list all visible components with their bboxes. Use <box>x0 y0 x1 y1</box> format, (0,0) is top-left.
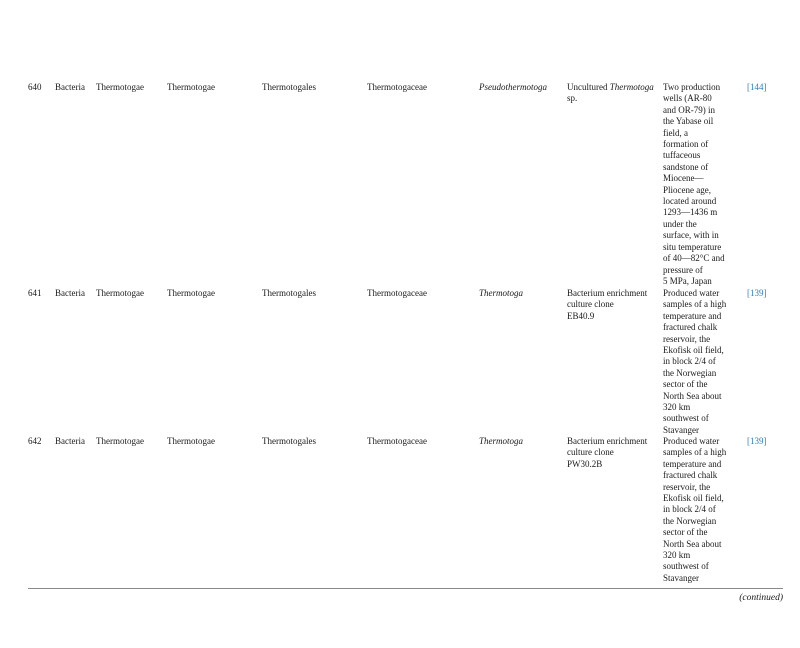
text-line: reservoir, the <box>663 333 711 344</box>
environment-cell <box>663 82 743 287</box>
family-cell: Thermotogaceae <box>367 436 427 446</box>
text-line: fractured chalk <box>663 470 718 481</box>
environment-cell <box>663 436 743 584</box>
text-line: samples of a high <box>663 447 727 458</box>
order-cell: Thermotogales <box>262 82 316 92</box>
genus-cell: Thermotoga <box>479 436 524 446</box>
species-genus-italic: Thermotoga <box>609 82 654 92</box>
text-line: temperature and <box>663 458 722 469</box>
text-line: Ekofisk oil field, <box>663 493 724 504</box>
class-cell: Thermotogae <box>167 288 215 298</box>
text-line: sector of the <box>663 379 708 390</box>
domain-cell: Bacteria <box>55 436 85 446</box>
environment-lines <box>663 288 743 436</box>
domain-cell: Bacteria <box>55 288 85 298</box>
text-line: fractured chalk <box>663 322 718 333</box>
species-cell <box>567 288 659 322</box>
environment-cell <box>663 288 743 436</box>
text-line: culture clone <box>567 299 614 310</box>
text-line: temperature and <box>663 310 722 321</box>
class-cell: Thermotogae <box>167 82 215 92</box>
table-bottom-rule <box>28 588 783 589</box>
text-line: located around <box>663 196 717 207</box>
text-line: North Sea about <box>663 538 722 549</box>
text-line: Produced water <box>663 288 720 298</box>
genus-cell: Thermotoga <box>479 288 524 298</box>
reference-link[interactable]: [139] <box>747 436 767 446</box>
text-line: 1293—1436 m <box>663 207 718 218</box>
row-number: 640 <box>28 82 42 92</box>
environment-lines <box>663 82 743 287</box>
species-cell <box>567 82 659 105</box>
text-line: EB40.9 <box>567 310 595 321</box>
family-cell: Thermotogaceae <box>367 82 427 92</box>
class-cell: Thermotogae <box>167 436 215 446</box>
reference-link[interactable]: [139] <box>747 288 767 298</box>
text-line: Ekofisk oil field, <box>663 345 724 356</box>
text-line: Miocene— <box>663 173 704 184</box>
text-line: field, a <box>663 127 688 138</box>
text-line: samples of a high <box>663 299 727 310</box>
text-line: the Norwegian <box>663 515 717 526</box>
text-line: southwest of <box>663 413 709 424</box>
text-line: the Yabase oil <box>663 116 714 127</box>
text-line: formation of <box>663 139 709 150</box>
order-cell: Thermotogales <box>262 436 316 446</box>
text-line: tuffaceous <box>663 150 701 161</box>
domain-cell: Bacteria <box>55 82 85 92</box>
text-line: in block 2/4 of <box>663 356 716 367</box>
reference-link[interactable]: [144] <box>747 82 767 92</box>
family-cell: Thermotogaceae <box>367 288 427 298</box>
order-cell: Thermotogales <box>262 288 316 298</box>
phylum-cell: Thermotogae <box>96 288 144 298</box>
row-number: 641 <box>28 288 42 298</box>
species-text: sp. <box>567 93 578 104</box>
text-line: wells (AR-80 <box>663 93 712 104</box>
species-lines <box>567 436 659 470</box>
text-line: pressure of <box>663 264 703 275</box>
text-line: Stavanger <box>663 424 699 435</box>
text-line: Pliocene age, <box>663 184 711 195</box>
species-text: Uncultured <box>567 82 610 92</box>
species-cell <box>567 436 659 470</box>
text-line: surface, with in <box>663 230 719 241</box>
continued-text: (continued) <box>739 593 783 603</box>
text-line: in block 2/4 of <box>663 504 716 515</box>
text-line: PW30.2B <box>567 458 603 469</box>
text-line: Bacterium enrichment <box>567 288 648 298</box>
genus-cell: Pseudothermotoga <box>479 82 547 92</box>
text-line: 5 MPa, Japan <box>663 275 712 286</box>
text-line: Stavanger <box>663 572 699 583</box>
environment-lines <box>663 436 743 584</box>
text-line: under the <box>663 218 697 229</box>
text-line: 320 km <box>663 550 691 561</box>
text-line: North Sea about <box>663 390 722 401</box>
text-line: Produced water <box>663 436 720 446</box>
text-line: culture clone <box>567 447 614 458</box>
continued-label <box>739 593 783 603</box>
text-line: reservoir, the <box>663 481 711 492</box>
phylum-cell: Thermotogae <box>96 436 144 446</box>
species-lines <box>567 288 659 322</box>
text-line: situ temperature <box>663 241 722 252</box>
text-line: 320 km <box>663 402 691 413</box>
text-line: sandstone of <box>663 161 709 172</box>
phylum-cell: Thermotogae <box>96 82 144 92</box>
text-line: Bacterium enrichment <box>567 436 648 446</box>
text-line: Two production <box>663 82 721 92</box>
text-line: and OR-79) in <box>663 104 715 115</box>
row-number: 642 <box>28 436 42 446</box>
text-line: sector of the <box>663 527 708 538</box>
text-line: southwest of <box>663 561 709 572</box>
text-line: of 40—82°C and <box>663 253 725 264</box>
text-line: the Norwegian <box>663 367 717 378</box>
